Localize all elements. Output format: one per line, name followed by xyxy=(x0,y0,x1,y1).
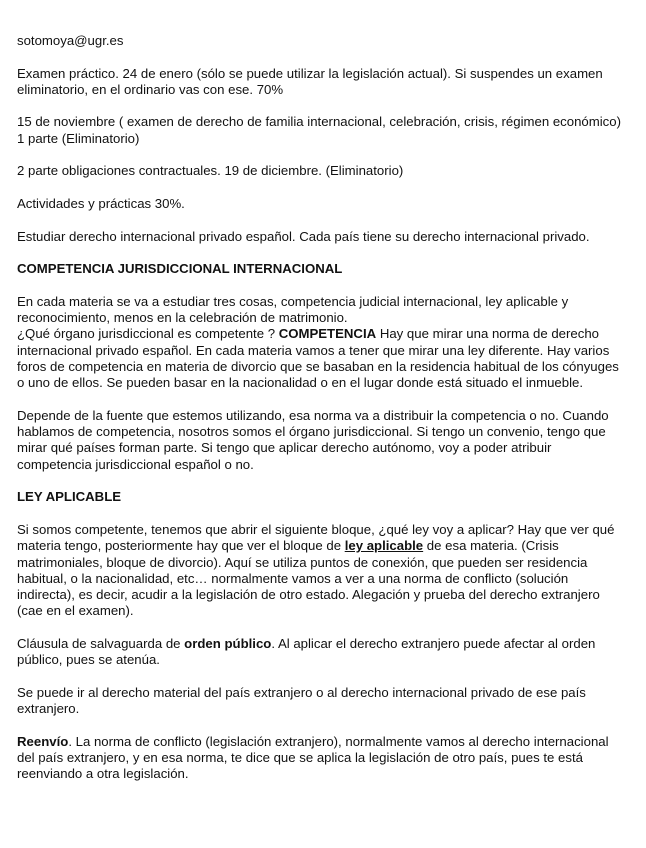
section-heading-ley-aplicable: LEY APLICABLE xyxy=(17,489,122,505)
ley-aplicable-text-after: de esa materia. (Crisis matrimoniales, bloque de divorcio). Aquí se utiliza puntos de conexión, que pueden ser residencia habitual, o la nacionalidad, etc… normalmente vamos a ver a una norma de conflicto (solución indirecta), es decir, acudir a la legislación de otro estado. Alegación y prueba del derecho extranjero (cae en el examen). xyxy=(17,538,600,619)
competencia-explanation: Hay que mirar una norma de derecho internacional privado español. En cada materia vamos a tener que mirar una ley diferente. Hay varios foros de competencia en materia de divorcio que se basaban en la residencia habitual de los cónyuges o uno de ellos. Se pueden basar en la nacionalidad o en el lugar donde está situado el inmueble. xyxy=(17,326,619,391)
section-heading-competencia: COMPETENCIA JURISDICCIONAL INTERNACIONAL xyxy=(17,261,343,277)
exam-practical-text: Examen práctico. 24 de enero (sólo se puede utilizar la legislación actual). Si suspendes un examen eliminatorio, en el ordinario vas con ese. 70% xyxy=(17,65,603,97)
notes-body xyxy=(17,33,629,783)
competencia-intro: En cada materia se va a estudiar tres cosas, competencia judicial internacional, ley aplicable y reconocimiento, menos en la celebración de matrimonio. xyxy=(17,293,569,326)
competencia-keyword: COMPETENCIA xyxy=(278,326,377,342)
competencia-question: ¿Qué órgano jurisdiccional es competente ? xyxy=(17,326,279,342)
orden-publico-text-before: Cláusula de salvaguarda de xyxy=(17,635,185,651)
exam-part2-text: 2 parte obligaciones contractuales. 19 de diciembre. (Eliminatorio) xyxy=(17,163,404,179)
reenvio-text: . La norma de conflicto (legislación extranjero), normalmente vamos al derecho internacional del país extranjero, y en esa norma, te dice que se aplica la legislación de otro país, pues te está reenviando a otra legislación. xyxy=(17,733,609,782)
exam-part1-text: 15 de noviembre ( examen de derecho de familia internacional, celebración, crisis, régimen económico) 1 parte (Eliminatorio) xyxy=(17,114,622,146)
activities-text: Actividades y prácticas 30%. xyxy=(17,195,185,211)
orden-publico-keyword: orden público xyxy=(184,635,272,651)
study-note-text: Estudiar derecho internacional privado español. Cada país tiene su derecho internacional privado. xyxy=(17,228,590,244)
orden-publico-paragraph xyxy=(17,636,629,669)
ley-aplicable-paragraph-1 xyxy=(17,522,629,620)
competencia-paragraph-1 xyxy=(17,294,629,392)
orden-publico-text-after: . Al aplicar el derecho extranjero puede afectar al orden público, pues se atenúa. xyxy=(17,635,596,668)
reenvio-keyword: Reenvío xyxy=(17,733,69,749)
email-text: sotomoya@ugr.es xyxy=(17,33,124,48)
ley-aplicable-text-before: Si somos competente, tenemos que abrir el siguiente bloque, ¿qué ley voy a aplicar? Hay que ver qué materia tengo, posteriormente hay que ver el bloque de xyxy=(17,521,615,554)
competencia-paragraph-2: Depende de la fuente que estemos utilizando, esa norma va a distribuir la competencia o no. Cuando hablamos de competencia, nosotros somos el órgano jurisdiccional. Si tengo un convenio, tengo que mirar qué países forman parte. Si tengo que aplicar derecho autónomo, voy a poder atribuir competencia jurisdiccional español o no. xyxy=(17,407,609,472)
reenvio-paragraph xyxy=(17,734,629,783)
ley-aplicable-keyword: ley aplicable xyxy=(344,538,424,554)
derecho-material-paragraph: Se puede ir al derecho material del país extranjero o al derecho internacional privado de ese país extranjero. xyxy=(17,684,586,717)
